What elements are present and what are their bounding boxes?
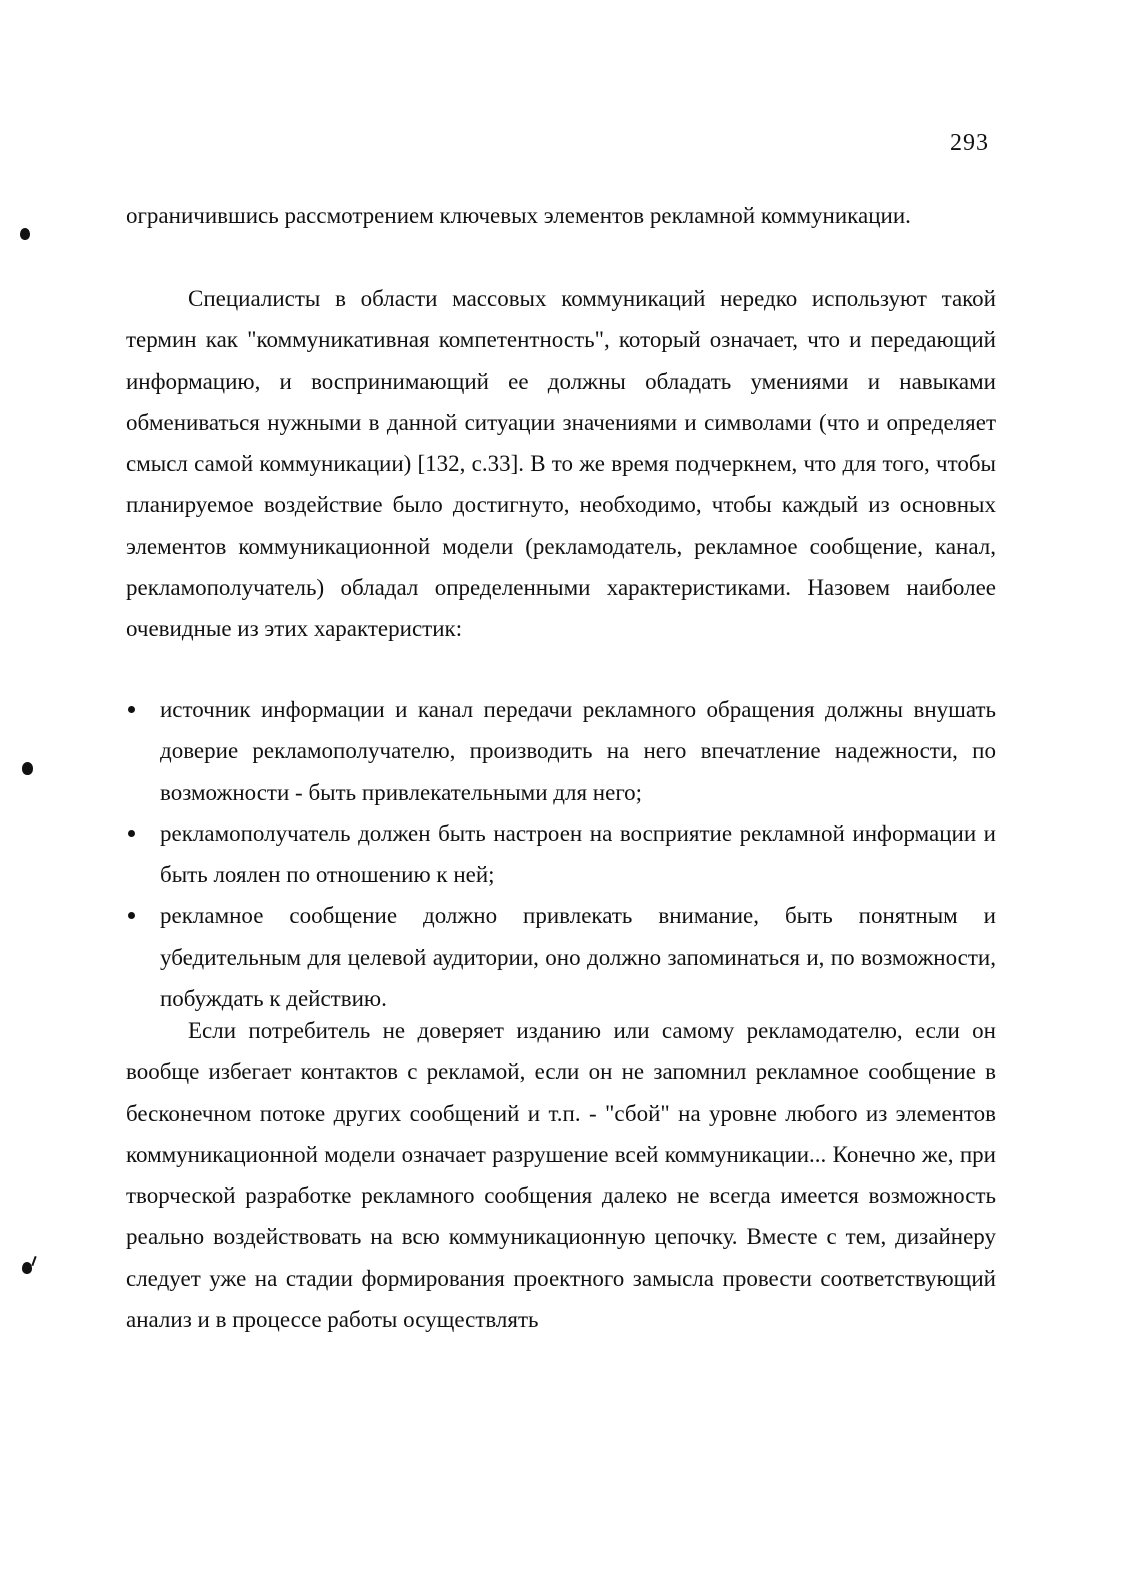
bullet-icon bbox=[128, 706, 135, 713]
list-item-text: источник информации и канал передачи рекламного обращения должны внушать доверие рекламополучателю, производить на него впечатление надежности, по возможности - быть привлекательными для него; bbox=[160, 697, 996, 805]
characteristics-list bbox=[126, 689, 996, 1019]
main-paragraph-block bbox=[126, 278, 996, 650]
list-item bbox=[126, 895, 996, 1019]
main-paragraph: Специалисты в области массовых коммуникаций нередко используют такой термин как "коммуникативная компетентность", который означает, что и передающий информацию, и воспринимающий ее должны обладать умениями и навыками обмениваться нужными в данной ситуации значениями и символами (что и определяет смысл самой коммуникации) [132, с.33]. В то же время подчеркнем, что для того, чтобы планируемое воздействие было достигнуто, необходимо, чтобы каждый из основных элементов коммуникационной модели (рекламодатель, рекламное сообщение, канал, рекламополучатель) обладал определенными характеристиками. Назовем наиболее очевидные из этих характеристик: bbox=[126, 286, 996, 642]
intro-paragraph: ограничившись рассмотрением ключевых элементов рекламной коммуникации. bbox=[126, 203, 911, 228]
list-item bbox=[126, 689, 996, 813]
bullet-icon bbox=[128, 912, 135, 919]
page-number: 293 bbox=[950, 130, 989, 156]
margin-mark-tick bbox=[31, 1256, 36, 1266]
margin-mark bbox=[20, 228, 30, 240]
list-item-text: рекламное сообщение должно привлекать внимание, быть понятным и убедительным для целевой аудитории, оно должно запоминаться и, по возможности, побуждать к действию. bbox=[160, 903, 996, 1012]
bullet-icon bbox=[128, 830, 135, 837]
list-item-text: рекламополучатель должен быть настроен на восприятие рекламной информации и быть лоялен по отношению к ней; bbox=[160, 820, 996, 888]
list-item bbox=[126, 813, 996, 896]
intro-paragraph-block bbox=[126, 195, 996, 236]
margin-mark bbox=[22, 762, 33, 775]
final-paragraph-block bbox=[126, 1010, 996, 1340]
final-paragraph: Если потребитель не доверяет изданию или самому рекламодателю, если он вообще избегает контактов с рекламой, если он не запомнил рекламное сообщение в бесконечном потоке других сообщений и т.п. - "сбой" на уровне любого из элементов коммуникационной модели означает разрушение всей коммуникации... Конечно же, при творческой разработке рекламного сообщения далеко не всегда имеется возможность реально воздействовать на всю коммуникационную цепочку. Вместе с тем, дизайнеру следует уже на стадии формирования проектного замысла провести соответствующий анализ и в процессе работы осуществлять bbox=[126, 1018, 996, 1333]
margin-mark bbox=[22, 1262, 32, 1274]
